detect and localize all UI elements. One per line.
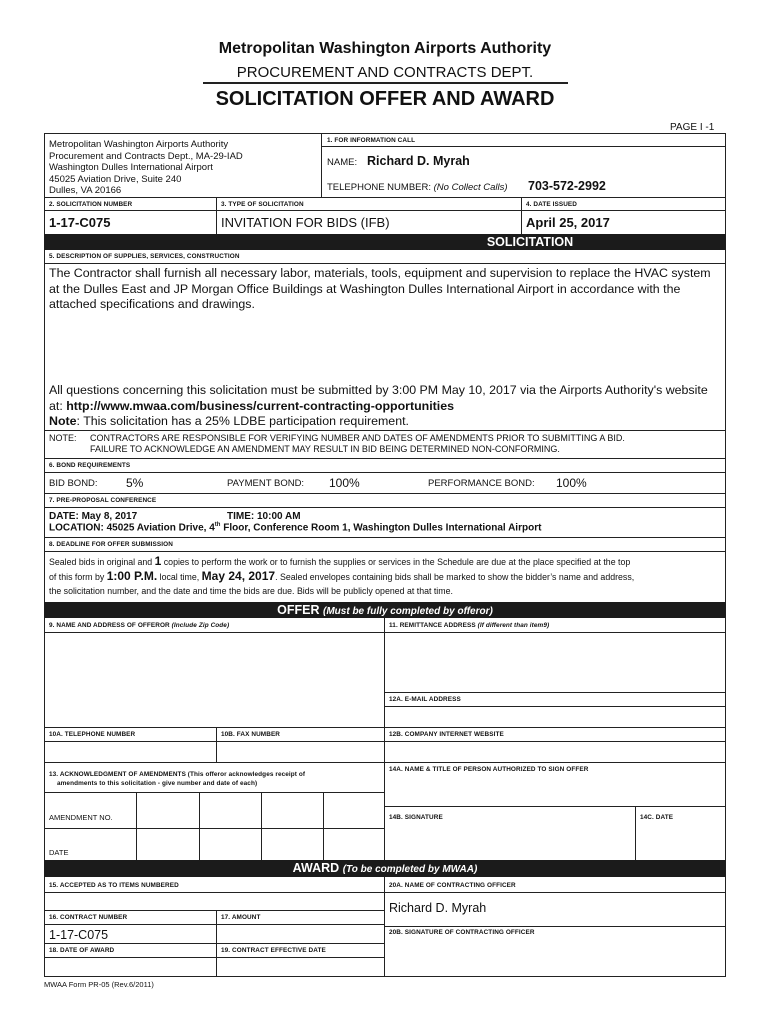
bid-bond-value: 5% <box>126 476 144 490</box>
field-14c-label: 14C. DATE <box>640 814 674 821</box>
date-issued-label: 4. DATE ISSUED <box>526 201 577 208</box>
phone-label <box>327 182 508 193</box>
performance-bond-label: PERFORMANCE BOND: <box>428 478 535 489</box>
amendment-date-cell[interactable] <box>200 829 260 859</box>
bond-label: 6. BOND REQUIREMENTS <box>49 462 131 469</box>
field-9-text: 9. NAME AND ADDRESS OF OFFEROR <box>49 622 170 629</box>
contract-number: 1-17-C075 <box>49 928 109 942</box>
fax-input[interactable] <box>217 742 383 761</box>
divider <box>44 210 726 211</box>
description-label: 5. DESCRIPTION OF SUPPLIES, SERVICES, CONSTRUCTION <box>49 253 240 260</box>
field-18-label: 18. DATE OF AWARD <box>49 947 115 954</box>
authorized-name-input[interactable] <box>385 777 725 805</box>
award-bar-note: (To be completed by MWAA) <box>342 864 478 875</box>
ldbe-note-label: Note <box>49 414 77 428</box>
date-issued: April 25, 2017 <box>526 215 610 230</box>
deadline-part: local time, <box>157 571 202 582</box>
field-15-label: 15. ACCEPTED AS TO ITEMS NUMBERED <box>49 882 179 889</box>
page-title: SOLICITATION OFFER AND AWARD <box>215 88 555 110</box>
location-part: Floor, Conference Room 1, Washington Dulles International Airport <box>220 522 542 534</box>
name-label: NAME: <box>327 157 358 168</box>
issuer-line: Dulles, VA 20166 <box>49 185 122 197</box>
field-10b-label: 10B. FAX NUMBER <box>221 731 281 738</box>
field-11-text: 11. REMITTANCE ADDRESS <box>389 622 476 629</box>
deadline-time: 1:00 P.M. <box>106 568 158 583</box>
solicitation-type-label: 3. TYPE OF SOLICITATION <box>221 201 304 208</box>
award-bar <box>44 860 726 877</box>
divider <box>44 197 726 198</box>
accepted-items-input[interactable] <box>45 893 383 909</box>
amendment-no-cell[interactable] <box>324 793 383 827</box>
performance-bond-value: 100% <box>556 476 587 490</box>
ldbe-note-text: : This solicitation has a 25% LDBE participation requirement. <box>76 414 409 428</box>
phone-note: (No Collect Calls) <box>433 182 508 193</box>
telephone-input[interactable] <box>45 742 215 761</box>
divider <box>384 926 726 927</box>
questions-body: All questions concerning this solicitation must be submitted by 3:00 PM May 10, 2017 via the Airports Authority's website at: <box>49 383 708 413</box>
contact-phone: 703-572-2992 <box>528 179 606 193</box>
issuer-line: Procurement and Contracts Dept., MA-29-IAD <box>49 150 243 162</box>
amend-note-label: NOTE: <box>49 433 77 443</box>
offer-bar-label: OFFER <box>277 603 320 617</box>
field-17-label: 17. AMOUNT <box>221 914 261 921</box>
divider <box>44 537 726 538</box>
divider <box>521 197 522 234</box>
field-13-line: 13. ACKNOWLEDGMENT OF AMENDMENTS (This offeror acknowledges receipt of <box>49 771 306 778</box>
deadline-part: Sealed bids in original and <box>49 557 155 567</box>
field-9-label <box>49 622 229 629</box>
amend-note-line: FAILURE TO ACKNOWLEDGE AN AMENDMENT MAY RESULT IN BID BEING DETERMINED NON-CONFORMING. <box>90 444 560 454</box>
email-input[interactable] <box>385 707 725 726</box>
deadline-part: copies to perform the work or to furnish the supplies or services in the Schedule are due at the place specified at the top <box>161 557 631 567</box>
divider <box>44 551 726 552</box>
divider <box>44 943 384 944</box>
divider <box>44 430 726 431</box>
issuer-address <box>49 139 243 197</box>
deadline-label: 8. DEADLINE FOR OFFER SUBMISSION <box>49 541 173 548</box>
contact-name: Richard D. Myrah <box>367 154 470 168</box>
payment-bond-label: PAYMENT BOND: <box>227 478 305 489</box>
offer-bar <box>44 602 726 618</box>
field-9-note: (Include Zip Code) <box>171 622 230 629</box>
dept-name: PROCUREMENT AND CONTRACTS DEPT. <box>236 64 534 81</box>
amend-note <box>90 433 625 455</box>
divider <box>44 727 726 728</box>
divider <box>44 472 726 473</box>
amendment-no-cell[interactable] <box>200 793 260 827</box>
org-name: Metropolitan Washington Airports Authority <box>218 40 552 57</box>
field-11-note: (If different than item9) <box>477 622 550 629</box>
divider <box>44 458 726 459</box>
award-bar-label: AWARD <box>292 861 340 875</box>
deadline-part: the solicitation number, and the date and time the bids are due. Bids will be publicly opened at that time. <box>49 585 453 596</box>
bid-bond-label: BID BOND: <box>49 478 98 489</box>
header-underline <box>203 82 568 84</box>
award-date-input[interactable] <box>45 958 215 976</box>
amend-note-line: CONTRACTORS ARE RESPONSIBLE FOR VERIFYING NUMBER AND DATES OF AMENDMENTS PRIOR TO SUBMITTING A BID. <box>90 433 625 443</box>
ldbe-note <box>49 414 409 428</box>
solicitation-bar-label: SOLICITATION <box>486 235 574 249</box>
solicitation-number-label: 2. SOLICITATION NUMBER <box>49 201 133 208</box>
amount-input[interactable] <box>217 925 383 942</box>
location-part: LOCATION: 45025 Aviation Drive, 4 <box>49 522 215 534</box>
divider <box>44 910 384 911</box>
field-13-label <box>49 770 305 788</box>
copies-count: 1 <box>154 554 162 568</box>
website-input[interactable] <box>385 742 725 761</box>
divider <box>384 692 726 693</box>
issuer-line: Metropolitan Washington Airports Authority <box>49 139 229 150</box>
deadline-part: of this form by <box>49 571 107 582</box>
divider <box>44 762 726 763</box>
field-12b-label: 12B. COMPANY INTERNET WEBSITE <box>389 731 504 738</box>
form-number: MWAA Form PR-05 (Rev.6/2011) <box>44 980 154 989</box>
field-12a-label: 12A. E-MAIL ADDRESS <box>389 696 461 703</box>
divider <box>384 806 726 807</box>
solicitation-bar <box>44 234 726 250</box>
offeror-address-input[interactable] <box>45 633 383 725</box>
amendment-no-cell[interactable] <box>262 793 322 827</box>
questions-text <box>49 383 724 414</box>
field-11-label <box>389 622 549 629</box>
offer-bar-note: (Must be fully completed by offeror) <box>323 606 493 617</box>
officer-signature-input[interactable] <box>385 940 725 976</box>
phone-label-text: TELEPHONE NUMBER: <box>327 182 431 193</box>
divider <box>44 493 726 494</box>
solicitation-url[interactable]: http://www.mwaa.com/business/current-contracting-opportunities <box>66 398 455 413</box>
payment-bond-value: 100% <box>329 476 360 490</box>
amendment-no-label: AMENDMENT NO. <box>49 813 113 822</box>
signature-date-input[interactable] <box>636 825 725 859</box>
field-10a-label: 10A. TELEPHONE NUMBER <box>49 731 136 738</box>
deadline-part: . Sealed envelopes containing bids shall be marked to show the bidder’s name and address, <box>275 571 635 582</box>
solicitation-number: 1-17-C075 <box>49 215 111 230</box>
remittance-address-input[interactable] <box>385 633 725 691</box>
field-20a-label: 20A. NAME OF CONTRACTING OFFICER <box>389 882 516 889</box>
preproposal-time: TIME: 10:00 AM <box>227 511 301 522</box>
solicitation-type: INVITATION FOR BIDS (IFB) <box>221 215 390 230</box>
field-20b-label: 20B. SIGNATURE OF CONTRACTING OFFICER <box>389 929 535 936</box>
info-call-label: 1. FOR INFORMATION CALL <box>327 137 416 144</box>
location-sup: th <box>214 522 221 528</box>
page-number: PAGE I -1 <box>670 122 715 133</box>
field-19-label: 19. CONTRACT EFFECTIVE DATE <box>221 947 326 954</box>
field-14b-label: 14B. SIGNATURE <box>389 814 443 821</box>
amendment-date-cell[interactable] <box>324 829 383 859</box>
field-14a-label: 14A. NAME & TITLE OF PERSON AUTHORIZED TO SIGN OFFER <box>389 766 589 773</box>
field-16-label: 16. CONTRACT NUMBER <box>49 914 128 921</box>
field-13-line: amendments to this solicitation - give number and date of each) <box>57 780 258 787</box>
issuer-line: Washington Dulles International Airport <box>49 162 213 174</box>
deadline-text <box>49 555 634 598</box>
preproposal-location <box>49 522 541 533</box>
amendment-date-label: DATE <box>49 848 69 857</box>
description-text: The Contractor shall furnish all necessary labor, materials, tools, equipment and supervision to replace the HVAC system at the Dulles East and JP Morgan Office Buildings at Washington Dulles International Airport in accordance with the attached specifications and drawings. <box>49 266 711 311</box>
divider <box>216 197 217 234</box>
effective-date-input[interactable] <box>217 958 383 976</box>
signature-input[interactable] <box>385 825 634 859</box>
contracting-officer-name: Richard D. Myrah <box>389 901 487 915</box>
divider <box>44 507 726 508</box>
amendment-date-cell[interactable] <box>137 829 198 859</box>
divider <box>44 263 726 264</box>
preproposal-label: 7. PRE-PROPOSAL CONFERENCE <box>49 497 157 504</box>
preproposal-date: DATE: May 8, 2017 <box>49 511 138 522</box>
amendment-date-cell[interactable] <box>262 829 322 859</box>
divider <box>321 133 322 197</box>
divider <box>321 146 726 147</box>
amendment-no-cell[interactable] <box>137 793 198 827</box>
issuer-line: 45025 Aviation Drive, Suite 240 <box>49 173 182 185</box>
deadline-date: May 24, 2017 <box>201 568 276 583</box>
